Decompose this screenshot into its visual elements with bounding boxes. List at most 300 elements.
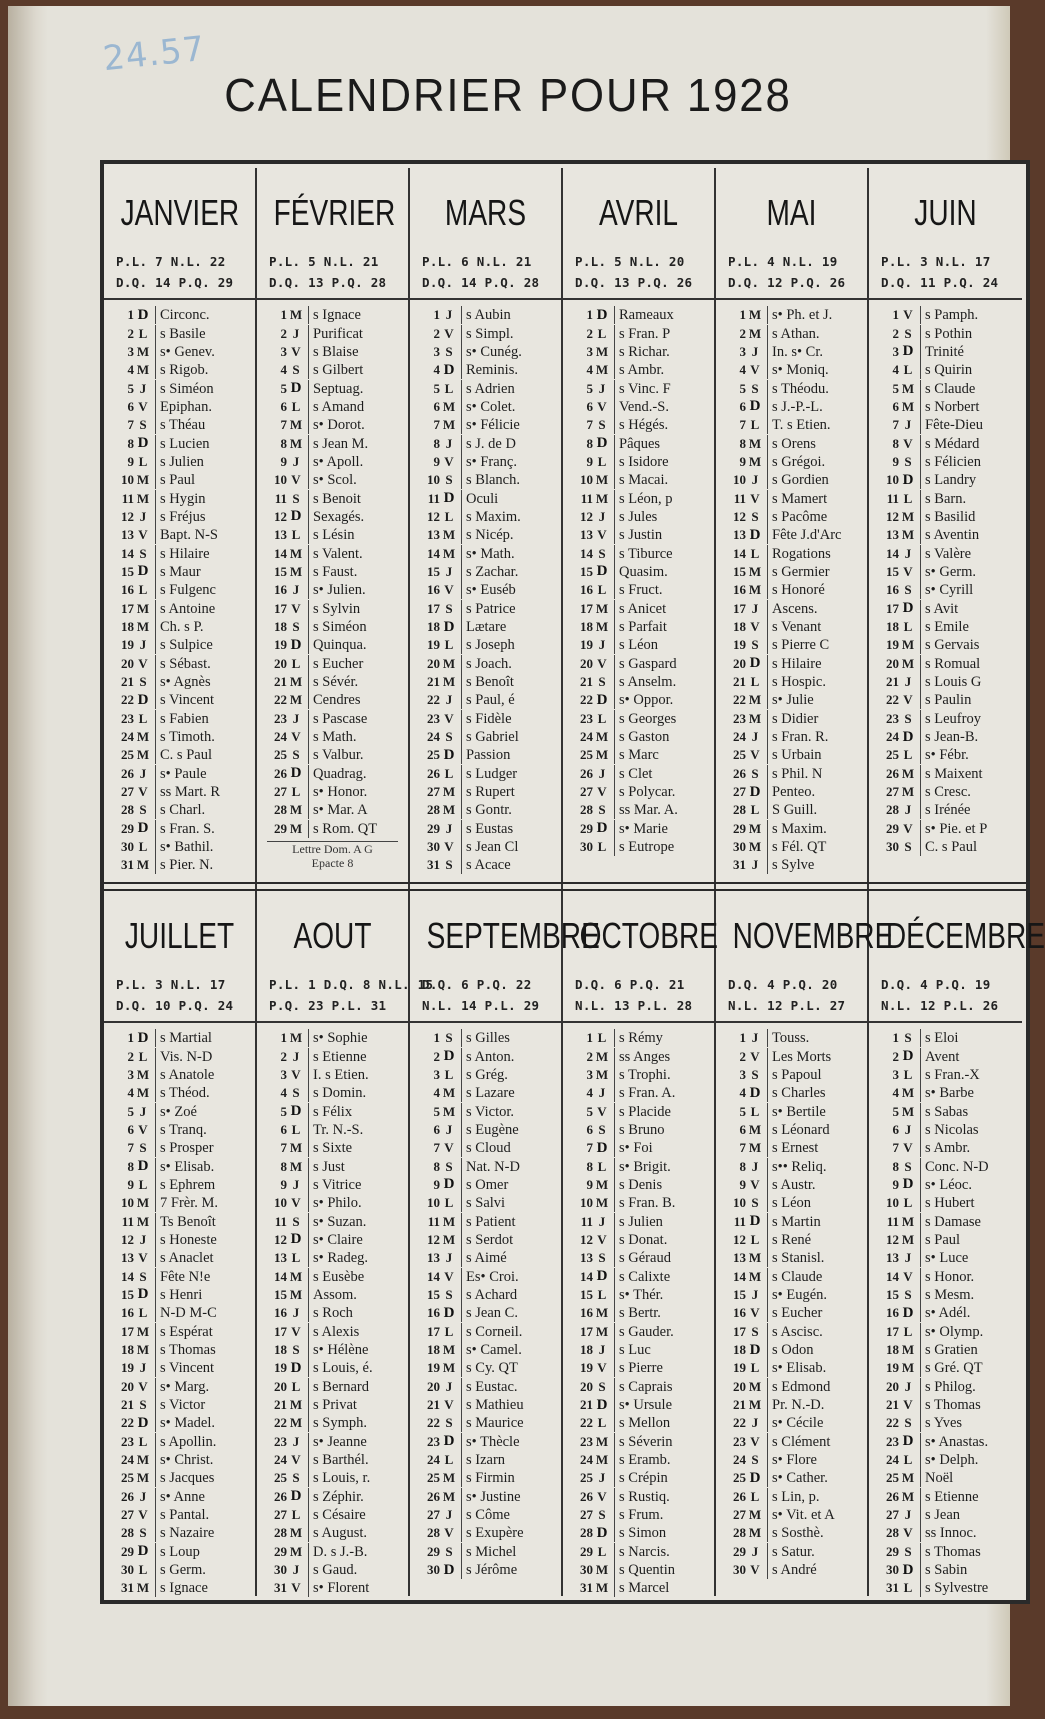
saint-name: s• Léoc.: [920, 1176, 1022, 1194]
weekday-letter: S: [904, 1415, 912, 1431]
weekday-letter: M: [595, 1562, 609, 1578]
half-year-separator: [104, 882, 1026, 891]
weekday-letter: L: [750, 674, 760, 690]
day-row: [563, 710, 714, 728]
day-row: [410, 471, 561, 489]
weekday-letter: J: [445, 1507, 453, 1523]
weekday-letter: J: [445, 307, 453, 323]
saint-name: s• Math.: [461, 545, 561, 563]
day-row: [410, 398, 561, 416]
day-row: [716, 618, 867, 636]
day-number: 10: [121, 472, 134, 488]
day-number: 31: [580, 1580, 593, 1596]
day-row: [563, 361, 714, 379]
day-row: [869, 1341, 1022, 1359]
day-number: 25: [580, 1470, 593, 1486]
weekday-letter: L: [291, 1250, 301, 1266]
day-number: 17: [274, 1323, 287, 1339]
day-row: [104, 801, 255, 819]
day-row: [410, 1323, 561, 1341]
day-number: 22: [733, 1415, 746, 1431]
day-row: [563, 1414, 714, 1432]
day-number: 25: [274, 747, 287, 763]
day-row: [410, 1488, 561, 1506]
day-number: 6: [280, 1121, 287, 1137]
weekday-letter: M: [595, 600, 609, 616]
day-row: [104, 1066, 255, 1084]
day-row: [410, 856, 561, 874]
weekday-letter: M: [595, 747, 609, 763]
day-number: 5: [433, 380, 440, 396]
month-column: [563, 891, 716, 1596]
saint-name: s Joseph: [461, 636, 561, 654]
day-number: 28: [427, 1525, 440, 1541]
day-row: [716, 1378, 867, 1396]
day-row: [716, 820, 867, 838]
day-row: [716, 343, 867, 361]
day-row: [869, 1506, 1022, 1524]
saint-name: s• Thècle: [461, 1433, 561, 1451]
day-number: 20: [427, 655, 440, 671]
day-number: 7: [127, 417, 134, 433]
weekday-letter: L: [597, 582, 607, 598]
day-row: [563, 801, 714, 819]
saint-name: s• Luce: [920, 1249, 1022, 1267]
saint-name: s• Camel.: [461, 1341, 561, 1359]
day-number: 30: [580, 839, 593, 855]
weekday-letter: V: [291, 1580, 301, 1596]
saint-name: s Benoît: [461, 673, 561, 691]
day-row: [716, 636, 867, 654]
saint-name: s Félicien: [920, 453, 1022, 471]
weekday-letter: L: [138, 1305, 148, 1321]
weekday-letter: J: [139, 765, 147, 781]
weekday-letter: V: [444, 325, 454, 341]
weekday-letter: S: [139, 802, 147, 818]
saint-name: Noël: [920, 1469, 1022, 1487]
weekday-letter: M: [748, 1507, 762, 1523]
saint-name: s Léon: [614, 636, 714, 654]
weekday-letter: V: [444, 1397, 454, 1413]
weekday-letter: S: [751, 637, 759, 653]
day-row: [869, 1102, 1022, 1120]
weekday-letter: D: [137, 1286, 149, 1303]
day-row: [104, 1231, 255, 1249]
saint-name: s Gratien: [920, 1341, 1022, 1359]
saint-name: Fête J.d'Arc: [767, 526, 867, 544]
day-row: [869, 1561, 1022, 1579]
weekday-letter: S: [598, 674, 606, 690]
weekday-letter: M: [901, 784, 915, 800]
weekday-letter: J: [904, 1250, 912, 1266]
day-number: 11: [121, 490, 134, 506]
day-row: [410, 434, 561, 452]
saint-name: s Théod.: [155, 1084, 255, 1102]
saint-name: s Edmond: [767, 1378, 867, 1396]
weekday-letter: V: [750, 362, 760, 378]
day-number: 1: [586, 1030, 593, 1046]
day-number: 29: [886, 820, 899, 836]
saint-name: s• Elisab.: [155, 1158, 255, 1176]
weekday-letter: J: [904, 802, 912, 818]
weekday-letter: J: [139, 1360, 147, 1376]
day-row: [257, 765, 408, 783]
saint-name: s René: [767, 1231, 867, 1249]
weekday-letter: L: [138, 1562, 148, 1578]
weekday-letter: S: [751, 1452, 759, 1468]
day-list: [716, 298, 867, 875]
day-number: 2: [433, 1048, 440, 1064]
day-number: 7: [739, 417, 746, 433]
day-list: [563, 1021, 714, 1598]
weekday-letter: D: [137, 691, 149, 708]
day-number: 19: [886, 637, 899, 653]
weekday-letter: S: [292, 619, 300, 635]
month-column: [410, 168, 563, 890]
weekday-letter: L: [750, 417, 760, 433]
day-row: [257, 1267, 408, 1285]
weekday-letter: M: [442, 417, 456, 433]
weekday-letter: V: [597, 784, 607, 800]
day-number: 4: [739, 362, 746, 378]
weekday-letter: M: [595, 1452, 609, 1468]
day-number: 18: [121, 1342, 134, 1358]
day-number: 8: [892, 435, 899, 451]
day-number: 16: [733, 1305, 746, 1321]
day-row: [563, 1469, 714, 1487]
month-column: [104, 891, 257, 1596]
weekday-letter: D: [290, 380, 302, 397]
day-number: 5: [586, 1103, 593, 1119]
day-number: 2: [433, 325, 440, 341]
day-number: 4: [586, 1085, 593, 1101]
day-number: 19: [733, 637, 746, 653]
day-row: [257, 1029, 408, 1047]
saint-name: s Nazaire: [155, 1524, 255, 1542]
day-number: 27: [274, 1507, 287, 1523]
weekday-letter: M: [748, 582, 762, 598]
saint-name: s Séverin: [614, 1433, 714, 1451]
day-row: [104, 416, 255, 434]
weekday-letter: S: [445, 600, 453, 616]
saint-name: s Paulin: [920, 691, 1022, 709]
day-number: 3: [892, 343, 899, 359]
saint-name: Lætare: [461, 618, 561, 636]
saint-name: s Maur: [155, 563, 255, 581]
saint-name: s Honeste: [155, 1231, 255, 1249]
weekday-letter: M: [748, 1121, 762, 1137]
weekday-letter: M: [595, 1066, 609, 1082]
weekday-letter: D: [290, 1359, 302, 1376]
weekday-letter: M: [136, 1580, 150, 1596]
day-row: [104, 746, 255, 764]
weekday-letter: D: [137, 1414, 149, 1431]
day-number: 21: [733, 1397, 746, 1413]
saint-name: s Maurice: [461, 1414, 561, 1432]
saint-name: Es• Croi.: [461, 1268, 561, 1286]
day-row: [563, 398, 714, 416]
day-number: 13: [886, 527, 899, 543]
day-number: 27: [121, 784, 134, 800]
day-row: [104, 1433, 255, 1451]
day-row: [104, 1414, 255, 1432]
saint-name: s•• Reliq.: [767, 1158, 867, 1176]
saint-name: s• Sophie: [308, 1029, 408, 1047]
day-row: [869, 471, 1022, 489]
day-number: 3: [127, 1066, 134, 1082]
day-number: 24: [886, 729, 899, 745]
day-row: [410, 1157, 561, 1175]
day-row: [104, 1359, 255, 1377]
day-row: [257, 1359, 408, 1377]
day-row: [257, 1341, 408, 1359]
saint-name: s Serdot: [461, 1231, 561, 1249]
moon-phases: P.L. 5 N.L. 20: [575, 254, 685, 269]
day-number: 6: [739, 1121, 746, 1137]
weekday-letter: L: [444, 508, 454, 524]
day-number: 12: [886, 1231, 899, 1247]
weekday-letter: D: [443, 1561, 455, 1578]
day-row: [716, 379, 867, 397]
day-number: 24: [274, 729, 287, 745]
weekday-letter: L: [444, 1066, 454, 1082]
day-number: 13: [733, 1250, 746, 1266]
day-row: [869, 1139, 1022, 1157]
weekday-letter: L: [138, 325, 148, 341]
day-row: [869, 1267, 1022, 1285]
saint-name: s Fran. R.: [767, 728, 867, 746]
saint-name: s• Cécile: [767, 1414, 867, 1432]
day-number: 9: [739, 453, 746, 469]
day-number: 2: [586, 325, 593, 341]
moon-phases: D.Q. 11 P.Q. 24: [881, 275, 999, 290]
day-number: 3: [739, 343, 746, 359]
saint-name: s Pothin: [920, 325, 1022, 343]
day-row: [563, 600, 714, 618]
day-row: [257, 1323, 408, 1341]
weekday-letter: S: [292, 1213, 300, 1229]
weekday-letter: M: [595, 1323, 609, 1339]
saint-name: s Privat: [308, 1396, 408, 1414]
day-row: [104, 618, 255, 636]
day-number: 3: [127, 343, 134, 359]
weekday-letter: M: [136, 1066, 150, 1082]
weekday-letter: S: [751, 1323, 759, 1339]
day-row: [563, 1396, 714, 1414]
day-number: 23: [427, 710, 440, 726]
weekday-letter: L: [291, 1121, 301, 1137]
day-row: [869, 710, 1022, 728]
day-number: 4: [280, 1085, 287, 1101]
day-row: [716, 453, 867, 471]
day-row: [410, 1267, 561, 1285]
day-row: [869, 1433, 1022, 1451]
day-row: [563, 1267, 714, 1285]
day-number: 15: [886, 1286, 899, 1302]
weekday-letter: L: [597, 325, 607, 341]
day-row: [869, 1359, 1022, 1377]
saint-name: D. s J.-B.: [308, 1543, 408, 1561]
day-number: 10: [733, 472, 746, 488]
day-number: 19: [427, 637, 440, 653]
moon-phases: N.L. 14 P.L. 29: [422, 998, 540, 1013]
day-row: [257, 636, 408, 654]
weekday-letter: L: [903, 362, 913, 378]
weekday-letter: M: [595, 729, 609, 745]
weekday-letter: J: [598, 1342, 606, 1358]
saint-name: s Gabriel: [461, 728, 561, 746]
weekday-letter: M: [289, 802, 303, 818]
day-number: 10: [580, 1195, 593, 1211]
saint-name: s Polycar.: [614, 783, 714, 801]
weekday-letter: M: [289, 1525, 303, 1541]
weekday-letter: J: [751, 1158, 759, 1174]
day-row: [869, 801, 1022, 819]
weekday-letter: V: [597, 655, 607, 671]
day-number: 14: [886, 545, 899, 561]
weekday-letter: S: [445, 1158, 453, 1174]
saint-name: s Eutrope: [614, 838, 714, 856]
day-row: [563, 453, 714, 471]
month-name: NOVEMBRE: [732, 915, 894, 956]
day-row: [104, 1579, 255, 1597]
day-number: 23: [274, 1433, 287, 1449]
day-row: [104, 838, 255, 856]
weekday-letter: J: [751, 1543, 759, 1559]
day-number: 9: [586, 1176, 593, 1192]
saint-name: s• Christ.: [155, 1451, 255, 1469]
saint-name: s Jean M.: [308, 435, 408, 453]
weekday-letter: M: [136, 1213, 150, 1229]
day-row: [104, 1267, 255, 1285]
day-number: 6: [586, 398, 593, 414]
saint-name: s Cresc.: [920, 783, 1022, 801]
day-row: [104, 1139, 255, 1157]
weekday-letter: L: [903, 1323, 913, 1339]
day-number: 30: [427, 1562, 440, 1578]
day-number: 27: [886, 784, 899, 800]
note-line: Lettre Dom. A G: [292, 841, 373, 856]
saint-name: s Siméon: [308, 618, 408, 636]
day-row: [563, 1286, 714, 1304]
day-number: 27: [274, 784, 287, 800]
day-number: 15: [274, 1286, 287, 1302]
saint-name: Rameaux: [614, 306, 714, 324]
weekday-letter: V: [138, 655, 148, 671]
day-row: [716, 801, 867, 819]
day-number: 12: [427, 1231, 440, 1247]
saint-name: s Jean Cl: [461, 838, 561, 856]
day-number: 1: [433, 307, 440, 323]
day-number: 23: [733, 710, 746, 726]
day-row: [104, 544, 255, 562]
day-number: 15: [886, 563, 899, 579]
weekday-letter: M: [136, 619, 150, 635]
day-number: 12: [274, 508, 287, 524]
day-row: [716, 1157, 867, 1175]
weekday-letter: M: [442, 1342, 456, 1358]
day-number: 10: [274, 1195, 287, 1211]
saint-name: s Timoth.: [155, 728, 255, 746]
day-number: 27: [886, 1507, 899, 1523]
weekday-letter: M: [289, 545, 303, 561]
weekday-letter: J: [751, 600, 759, 616]
weekday-letter: L: [903, 1066, 913, 1082]
saint-name: s Côme: [461, 1506, 561, 1524]
saint-name: s Richar.: [614, 343, 714, 361]
saint-name: s Fran. S.: [155, 820, 255, 838]
weekday-letter: J: [904, 1507, 912, 1523]
day-row: [563, 1029, 714, 1047]
saint-name: s Narcis.: [614, 1543, 714, 1561]
saint-name: Fête N!e: [155, 1268, 255, 1286]
day-number: 17: [121, 1323, 134, 1339]
day-number: 23: [427, 1433, 440, 1449]
day-row: [104, 1469, 255, 1487]
saint-name: s• Fébr.: [920, 746, 1022, 764]
day-row: [104, 1543, 255, 1561]
day-row: [410, 710, 561, 728]
saint-name: s Hospic.: [767, 673, 867, 691]
weekday-letter: M: [595, 1195, 609, 1211]
weekday-letter: L: [597, 453, 607, 469]
saint-name: s Faust.: [308, 563, 408, 581]
saint-name: s Pantal.: [155, 1506, 255, 1524]
day-row: [716, 434, 867, 452]
day-number: 24: [733, 729, 746, 745]
day-row: [104, 1524, 255, 1542]
saint-name: s Bernard: [308, 1378, 408, 1396]
weekday-letter: D: [596, 1268, 608, 1285]
day-number: 14: [733, 1268, 746, 1284]
day-number: 11: [733, 1213, 746, 1229]
saint-name: s Satur.: [767, 1543, 867, 1561]
day-row: [257, 1176, 408, 1194]
day-row: [410, 1066, 561, 1084]
weekday-letter: M: [748, 453, 762, 469]
day-row: [410, 1359, 561, 1377]
saint-name: s Jacques: [155, 1469, 255, 1487]
saint-name: N-D M-C: [155, 1304, 255, 1322]
day-number: 5: [892, 380, 899, 396]
day-row: [104, 728, 255, 746]
day-row: [716, 416, 867, 434]
saint-name: s Mamert: [767, 490, 867, 508]
day-number: 2: [739, 1048, 746, 1064]
saint-name: s• Ursule: [614, 1396, 714, 1414]
saint-name: s Placide: [614, 1103, 714, 1121]
weekday-letter: M: [901, 1470, 915, 1486]
day-number: 16: [121, 1305, 134, 1321]
day-row: [869, 618, 1022, 636]
weekday-letter: S: [445, 1030, 453, 1046]
day-row: [104, 765, 255, 783]
saint-name: s Gaspard: [614, 655, 714, 673]
day-row: [410, 1414, 561, 1432]
weekday-letter: D: [902, 343, 914, 360]
saint-name: S Guill.: [767, 801, 867, 819]
month-column: [257, 168, 410, 890]
calendar-page: [8, 6, 1045, 1706]
saint-name: s Norbert: [920, 398, 1022, 416]
day-row: [869, 636, 1022, 654]
day-row: [410, 746, 561, 764]
saint-name: s Symph.: [308, 1414, 408, 1432]
day-number: 26: [886, 1488, 899, 1504]
saint-name: s Firmin: [461, 1469, 561, 1487]
month-column: [716, 168, 869, 890]
day-list: [257, 298, 408, 870]
